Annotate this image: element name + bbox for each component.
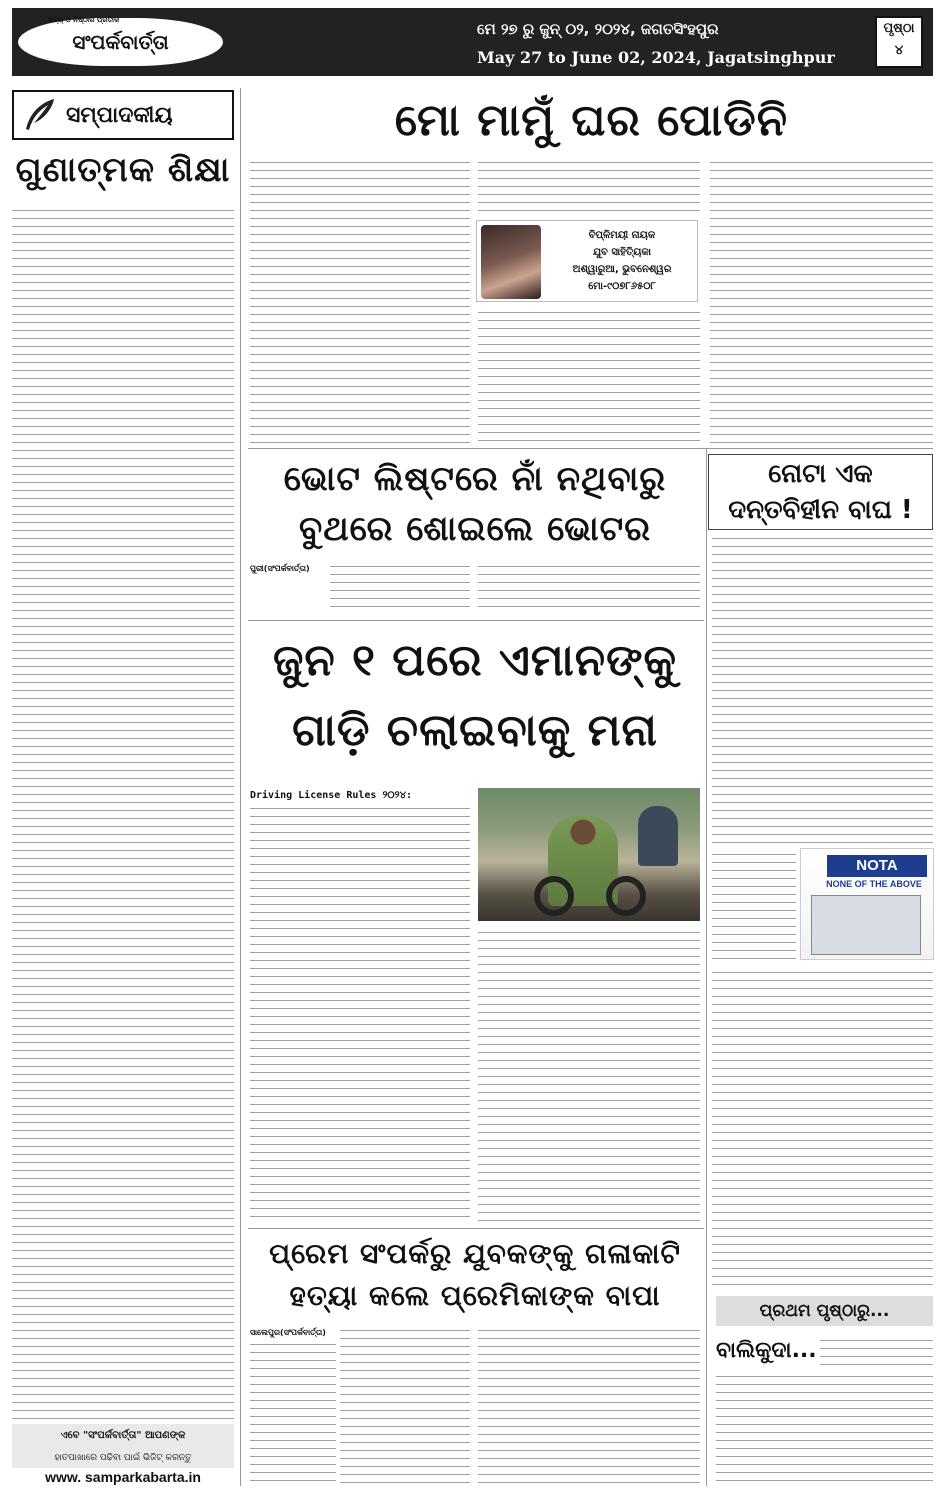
page-number: ୪ — [894, 43, 904, 58]
author-place: ଅଶ୍ୱାରୁଆ, ଭୁବନେଶ୍ୱର — [572, 264, 672, 275]
story1-body-col1 — [250, 158, 470, 444]
motorbike-photo — [478, 788, 700, 921]
section-divider — [248, 448, 933, 449]
logo-text: ସଂପର୍କବାର୍ତ୍ତା — [72, 30, 169, 54]
background-rider — [638, 806, 678, 866]
author-byline — [476, 220, 698, 302]
story4-body-wrap — [712, 850, 796, 964]
story5-headline-line2: ହତ୍ୟା କଲେ ପ୍ରେମିକାଙ୍କ ବାପା — [289, 1279, 661, 1312]
story3-headline-line1: ଜୁନ ୧ ପରେ ଏମାନଙ୍କୁ — [272, 635, 678, 686]
nota-evm-image — [800, 848, 934, 960]
continuation-title: ବାଲିକୁଦା... — [716, 1338, 817, 1363]
story5-body-col2 — [478, 1326, 700, 1486]
story3-body-col1 — [250, 804, 470, 1222]
story3-headline-line2: ଗାଡ଼ି ଚଲାଇବାକୁ ମନା — [292, 705, 658, 756]
website-link[interactable]: www. samparkabarta.in — [45, 1469, 201, 1485]
section-divider — [248, 1228, 704, 1229]
author-phone: ମୋ-୯୦୭୮୬୫୦୮ — [588, 281, 656, 292]
story4-headline-box — [708, 454, 933, 530]
logo-tagline: ସତ୍ୟ ଓ ନିଷ୍ଠାର ପ୍ରତୀକ — [48, 16, 120, 24]
app-promo-note: ଏବେ "ସଂପର୍କବାର୍ତ୍ତା" ଆପଣଙ୍କ — [12, 1424, 234, 1448]
story1-body-col3 — [710, 158, 933, 444]
quill-icon — [22, 97, 58, 133]
story2-headline-line2: ବୁଥରେ ଶୋଇଲେ ଭୋଟର — [299, 509, 651, 549]
masthead — [12, 8, 933, 76]
nota-badge: NOTA — [827, 855, 927, 877]
author-photo — [481, 225, 541, 299]
editorial-title: ଗୁଣାତ୍ମକ ଶିକ୍ଷା — [15, 150, 231, 190]
nota-caption: NONE OF THE ABOVE — [826, 879, 922, 889]
story2-headline-line1: ଭୋଟ ଲିଷ୍ଟରେ ନାଁ ନଥିବାରୁ — [283, 459, 667, 499]
story2-body-col1 — [330, 562, 470, 612]
story4-body-top — [712, 534, 933, 846]
story4-headline-line2: ଦନ୍ତବିହୀନ ବାଘ ! — [728, 495, 913, 525]
story4-headline-line1: ନୋଟା ଏକ — [768, 459, 873, 489]
author-name: ବିପ୍ଳିମୟୀ ନାୟକ — [588, 230, 656, 241]
editorial-banner — [12, 90, 234, 140]
column-rule — [240, 88, 241, 1486]
story4-body-bottom — [712, 968, 933, 1290]
editorial-body-text — [12, 206, 234, 1420]
story5-body-col1b — [250, 1340, 336, 1486]
story1-headline: ମୋ ମାମୁଁ ଘର ପୋଡିନି — [394, 95, 789, 146]
story5-headline-line1: ପ୍ରେମ ସଂପର୍କରୁ ଯୁବକଙ୍କୁ ଗଳାକାଟି — [269, 1237, 681, 1270]
continuation-body — [716, 1372, 933, 1486]
story3-lead-label: Driving License Rules ୨୦୨୪: — [250, 790, 413, 801]
column-rule — [706, 448, 707, 1486]
newspaper-logo[interactable] — [18, 18, 223, 66]
story5-dateline: ସାଲେପୁର(ସଂପର୍କବାର୍ତ୍ତା) — [250, 1328, 326, 1337]
story3-body-col2 — [478, 928, 700, 1222]
app-promo-note-2: ହାତପାଖାରେ ପଢିବା ପାଇଁ ଭିଜିଟ୍ କରନ୍ତୁ — [12, 1448, 234, 1468]
story1-body-col2-bottom — [478, 308, 700, 444]
date-english: May 27 to June 02, 2024, Jagatsinghpur — [477, 48, 835, 67]
author-role: ଯୁବ ସାହିତ୍ୟିକା — [592, 247, 652, 258]
wheel-shape — [606, 876, 646, 916]
section-divider — [248, 620, 704, 621]
front-page-continuation-label[interactable]: ପ୍ରଥମ ପୃଷ୍ଠାରୁ... — [716, 1296, 933, 1326]
wheel-shape — [534, 876, 574, 916]
editorial-label: ସମ୍ପାଦକୀୟ — [66, 102, 173, 128]
page-number-box — [875, 16, 923, 68]
page-label: ପୃଷ୍ଠା — [883, 21, 915, 36]
story5-body-col1 — [340, 1326, 470, 1486]
story2-dateline: ପୁରୀ(ସଂପର୍କବାର୍ତ୍ତା) — [250, 564, 310, 573]
continuation-body-top — [820, 1336, 933, 1366]
date-odia: ମେ ୨୭ ରୁ ଜୁନ୍ ୦୨, ୨୦୨୪, ଜଗତସିଂହପୁର — [477, 20, 719, 38]
evm-machine — [811, 895, 921, 955]
story2-body-col2 — [478, 562, 700, 612]
story1-body-col2-top — [478, 158, 700, 216]
